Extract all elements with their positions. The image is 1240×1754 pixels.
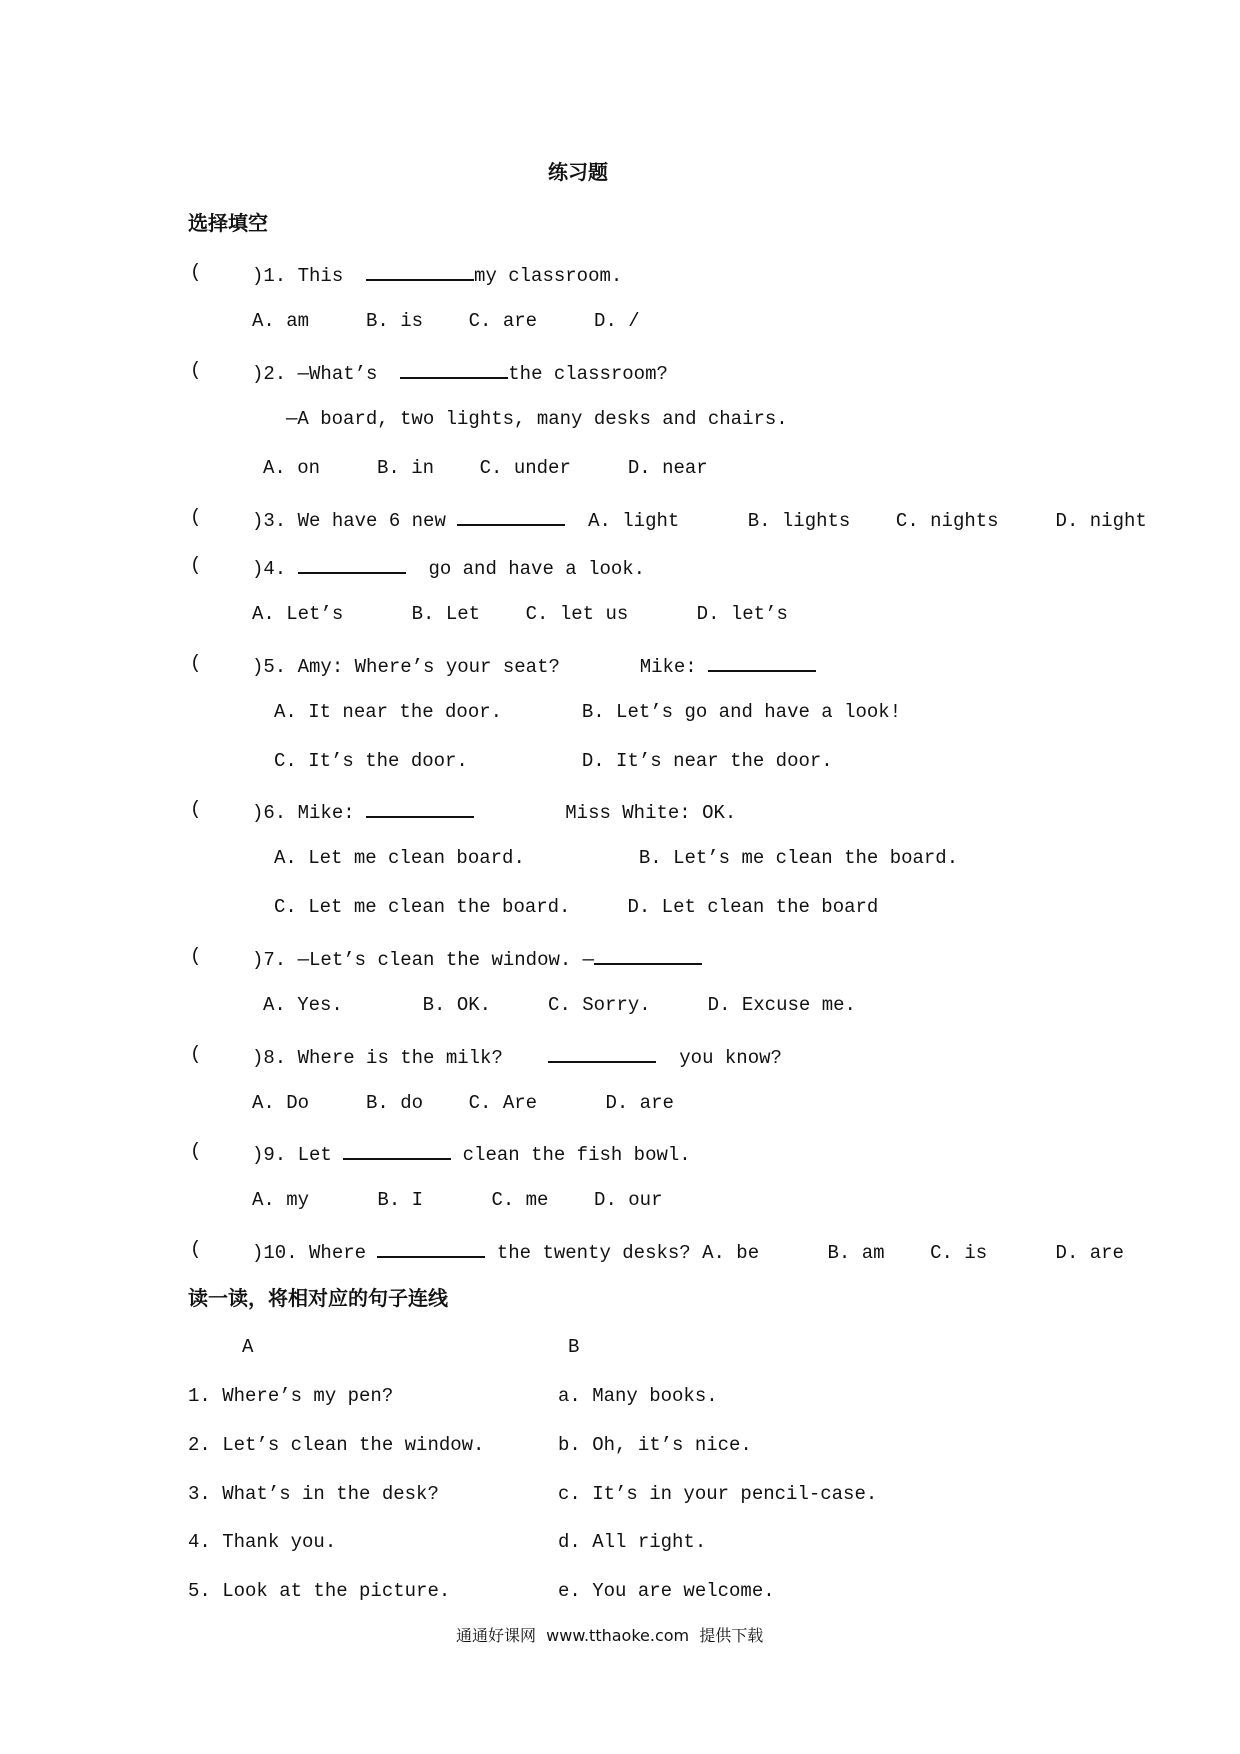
answer-blank[interactable] bbox=[457, 505, 565, 526]
question-7-options: A. Yes. B. OK. C. Sorry. D. Excuse me. bbox=[263, 994, 856, 1016]
question-8-options: A. Do B. do C. Are D. are bbox=[252, 1092, 674, 1114]
answer-paren[interactable]: ( bbox=[190, 359, 202, 381]
question-5-options-1: A. It near the door. B. Let’s go and have a look! bbox=[274, 701, 902, 723]
match-left-item[interactable]: 3. What’s in the desk? bbox=[188, 1483, 439, 1505]
match-left-item[interactable]: 2. Let’s clean the window. bbox=[188, 1434, 485, 1456]
question-2-answer: —A board, two lights, many desks and chairs. bbox=[286, 408, 788, 430]
column-b-label: B bbox=[568, 1336, 580, 1358]
question-6-options-1: A. Let me clean board. B. Let’s me clean the board. bbox=[274, 847, 959, 869]
question-5: )5. Amy: Where’s your seat? Mike: bbox=[252, 651, 816, 679]
match-right-item[interactable]: d. All right. bbox=[558, 1531, 707, 1553]
question-2: )2. —What’s the classroom? bbox=[252, 358, 668, 386]
section-heading-matching: 读一读，将相对应的句子连线 bbox=[188, 1286, 448, 1310]
question-4: )4. go and have a look. bbox=[252, 553, 645, 581]
question-2-options: A. on B. in C. under D. near bbox=[263, 457, 708, 479]
match-left-item[interactable]: 5. Look at the picture. bbox=[188, 1580, 451, 1602]
question-8: )8. Where is the milk? you know? bbox=[252, 1042, 782, 1070]
question-6-options-2: C. Let me clean the board. D. Let clean the board bbox=[274, 896, 879, 918]
answer-blank[interactable] bbox=[366, 797, 474, 818]
question-5-options-2: C. It’s the door. D. It’s near the door. bbox=[274, 750, 833, 772]
match-right-item[interactable]: e. You are welcome. bbox=[558, 1580, 775, 1602]
answer-blank[interactable] bbox=[708, 651, 816, 672]
question-4-options: A. Let’s B. Let C. let us D. let’s bbox=[252, 603, 788, 625]
answer-paren[interactable]: ( bbox=[190, 261, 202, 283]
answer-paren[interactable]: ( bbox=[190, 1043, 202, 1065]
answer-paren[interactable]: ( bbox=[190, 506, 202, 528]
answer-paren[interactable]: ( bbox=[190, 554, 202, 576]
question-9: )9. Let clean the fish bowl. bbox=[252, 1139, 691, 1167]
column-a-label: A bbox=[242, 1336, 254, 1358]
question-1-options: A. am B. is C. are D. / bbox=[252, 310, 640, 332]
section-heading-choice: 选择填空 bbox=[188, 211, 268, 235]
match-left-item[interactable]: 1. Where’s my pen? bbox=[188, 1385, 394, 1407]
match-right-item[interactable]: c. It’s in your pencil-case. bbox=[558, 1483, 878, 1505]
question-10: )10. Where the twenty desks? A. be B. am C. is D. are bbox=[252, 1237, 1124, 1265]
match-right-item[interactable]: b. Oh, it’s nice. bbox=[558, 1434, 752, 1456]
answer-paren[interactable]: ( bbox=[190, 798, 202, 820]
answer-paren[interactable]: ( bbox=[190, 652, 202, 674]
answer-blank[interactable] bbox=[298, 553, 406, 574]
page-footer: 通通好课网 www.tthaoke.com 提供下载 bbox=[456, 1626, 764, 1645]
answer-paren[interactable]: ( bbox=[190, 1238, 202, 1260]
answer-blank[interactable] bbox=[548, 1042, 656, 1063]
question-9-options: A. my B. I C. me D. our bbox=[252, 1189, 663, 1211]
question-3: )3. We have 6 new A. light B. lights C. nights D. night bbox=[252, 505, 1147, 533]
answer-blank[interactable] bbox=[343, 1139, 451, 1160]
question-6: )6. Mike: Miss White: OK. bbox=[252, 797, 736, 825]
page-title: 练习题 bbox=[548, 160, 608, 184]
match-right-item[interactable]: a. Many books. bbox=[558, 1385, 718, 1407]
answer-blank[interactable] bbox=[400, 358, 508, 379]
answer-blank[interactable] bbox=[366, 260, 474, 281]
answer-paren[interactable]: ( bbox=[190, 1140, 202, 1162]
answer-blank[interactable] bbox=[377, 1237, 485, 1258]
match-left-item[interactable]: 4. Thank you. bbox=[188, 1531, 337, 1553]
question-7: )7. —Let’s clean the window. — bbox=[252, 944, 702, 972]
answer-paren[interactable]: ( bbox=[190, 945, 202, 967]
question-1: )1. This my classroom. bbox=[252, 260, 622, 288]
answer-blank[interactable] bbox=[594, 944, 702, 965]
